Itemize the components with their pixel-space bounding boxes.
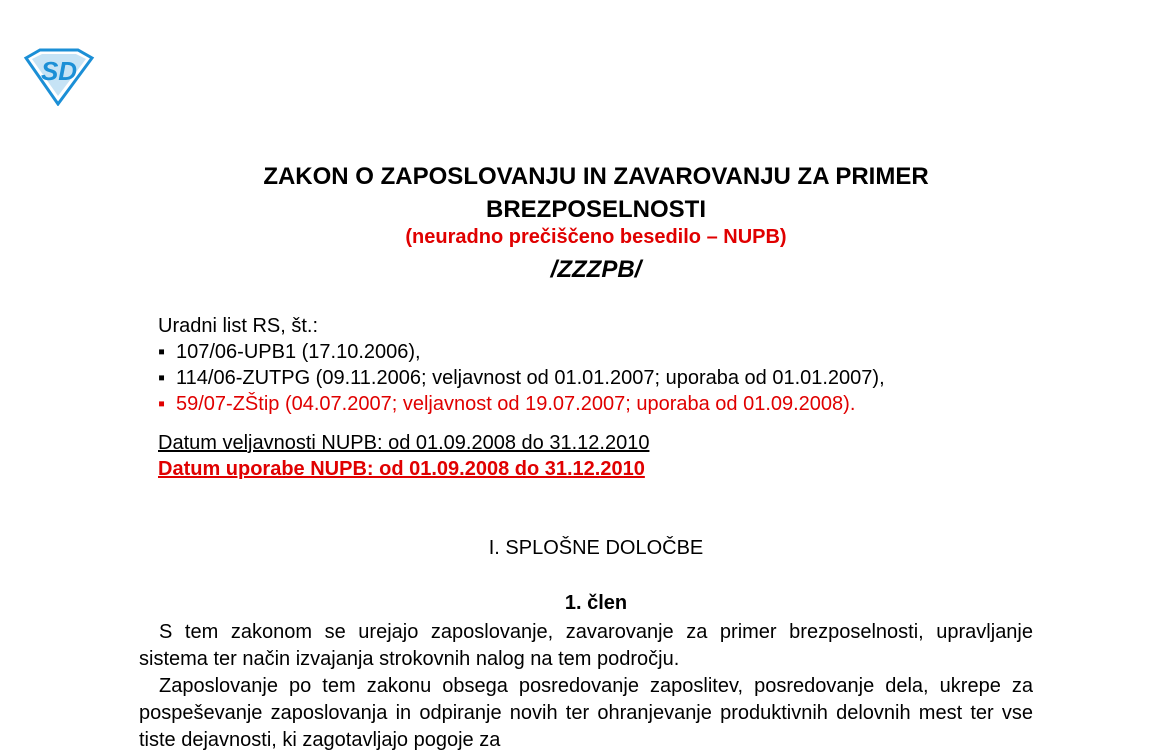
logo-lettering: SD [40, 56, 78, 86]
document-title [0, 160, 1157, 226]
article-body [139, 619, 1033, 754]
gazette-item: ▪ 107/06-UPB1 (17.10.2006), [158, 341, 421, 363]
chapter-heading: I. SPLOŠNE DOLOČBE [488, 537, 704, 559]
sd-shield-logo-icon [22, 48, 96, 106]
gazette-item: ▪ 59/07-ZŠtip (04.07.2007; veljavnost od 19.07.2007; uporaba od 01.09.2008). [158, 393, 856, 415]
document-subtitle: (neuradno prečiščeno besedilo – NUPB) [405, 226, 787, 248]
law-abbreviation: /ZZZPB/ [550, 256, 642, 283]
validity-dates [158, 430, 649, 482]
use-date: Datum uporabe NUPB: od 01.09.2008 do 31.12.2010 [158, 458, 645, 480]
bullet-icon: ▪ [158, 393, 166, 415]
paragraph: Zaposlovanje po tem zakonu obsega posredovanje zaposlitev, posredovanje dela, ukrepe za pospeševanje zaposlovanja in odpiranje novih ter ohranjevanje produktivnih delovnih mest ter vse tiste dejavnosti, ki zagotavljajo pogoje za [139, 675, 1033, 751]
paragraph: S tem zakonom se urejajo zaposlovanje, zavarovanje za primer brezposelnosti, upravljanje sistema ter način izvajanja strokovnih nalog na tem področju. [139, 621, 1033, 670]
article-heading: 1. člen [564, 592, 628, 614]
gazette-heading: Uradni list RS, št.: [158, 315, 319, 337]
gazette-references [158, 313, 885, 417]
bullet-icon: ▪ [158, 341, 166, 363]
gazette-item: ▪ 114/06-ZUTPG (09.11.2006; veljavnost od 01.01.2007; uporaba od 01.01.2007), [158, 367, 885, 389]
validity-date: Datum veljavnosti NUPB: od 01.09.2008 do 31.12.2010 [158, 432, 650, 454]
title-line-1: ZAKON O ZAPOSLOVANJU IN ZAVAROVANJU ZA PRIMER [263, 163, 929, 190]
bullet-icon: ▪ [158, 367, 166, 389]
title-line-2: BREZPOSELNOSTI [485, 196, 707, 223]
